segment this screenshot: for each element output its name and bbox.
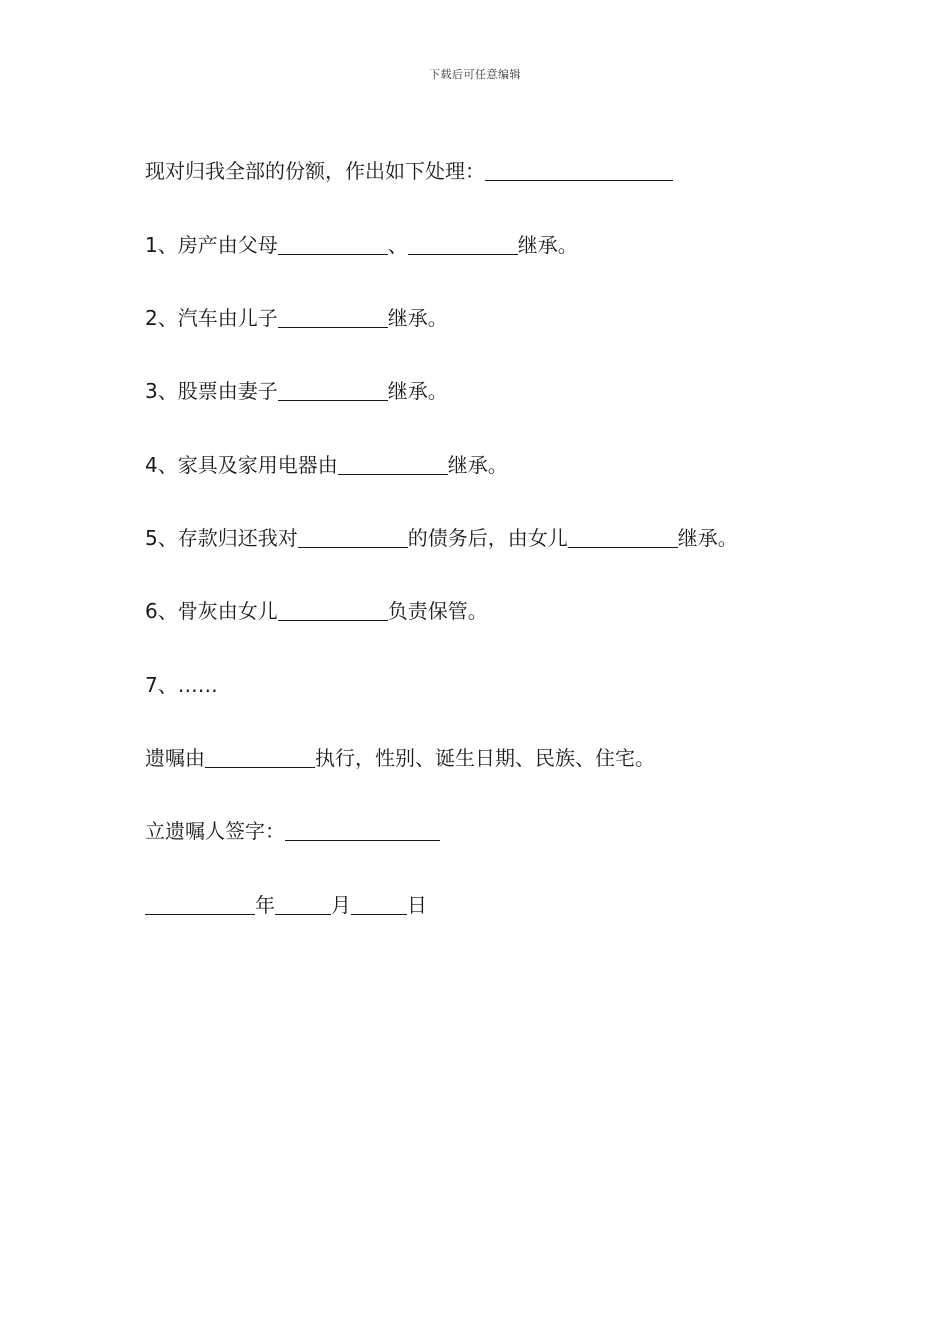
date-month-blank[interactable]: [275, 894, 331, 915]
item-5: [145, 524, 738, 552]
item-3-suffix: 继承。: [387, 379, 448, 403]
item-3-blank[interactable]: [278, 380, 388, 401]
item-2-prefix: 2、汽车由儿子: [145, 306, 278, 330]
item-6-suffix: 负责保管。: [387, 599, 488, 623]
executor-prefix: 遗嘱由: [145, 746, 205, 770]
item-5-blank-b[interactable]: [568, 527, 678, 548]
item-7: [145, 671, 218, 699]
item-3-prefix: 3、股票由妻子: [145, 379, 278, 403]
item-1-blank-b[interactable]: [408, 234, 518, 255]
item-5-blank-a[interactable]: [298, 527, 408, 548]
item-4: [145, 451, 508, 479]
item-2-suffix: 继承。: [387, 306, 448, 330]
executor-blank[interactable]: [205, 747, 315, 768]
item-3: [145, 377, 448, 405]
item-4-blank[interactable]: [338, 454, 448, 475]
date-month-label: 月: [331, 893, 351, 917]
executor-suffix: 执行，性别、诞生日期、民族、住宅。: [315, 746, 655, 770]
date-year-label: 年: [255, 893, 275, 917]
item-5-prefix: 5、存款归还我对: [145, 526, 298, 550]
intro-blank[interactable]: [485, 160, 673, 181]
date-year-blank[interactable]: [145, 894, 255, 915]
item-5-middle: 的债务后，由女儿: [407, 526, 568, 550]
date-day-blank[interactable]: [351, 894, 407, 915]
intro-line: [145, 157, 673, 185]
item-5-suffix: 继承。: [677, 526, 738, 550]
executor-line: [145, 744, 655, 772]
date-line: [145, 891, 427, 919]
item-1-blank-a[interactable]: [278, 234, 388, 255]
item-1-suffix: 继承。: [517, 233, 578, 257]
item-1-separator: 、: [387, 233, 408, 257]
item-6-blank[interactable]: [278, 600, 388, 621]
item-4-suffix: 继承。: [447, 453, 508, 477]
signature-label: 立遗嘱人签字：: [145, 819, 285, 843]
item-6: [145, 597, 488, 625]
item-1: [145, 231, 578, 259]
item-7-text: 7、……: [145, 673, 218, 697]
item-1-prefix: 1、房产由父母: [145, 233, 278, 257]
signature-line: [145, 817, 440, 845]
page-header: 下载后可任意编辑: [429, 68, 521, 81]
item-2: [145, 304, 448, 332]
item-6-prefix: 6、骨灰由女儿: [145, 599, 278, 623]
intro-text: 现对归我全部的份额，作出如下处理：: [145, 159, 485, 183]
item-2-blank[interactable]: [278, 307, 388, 328]
item-4-prefix: 4、家具及家用电器由: [145, 453, 338, 477]
date-day-label: 日: [407, 893, 427, 917]
signature-blank[interactable]: [285, 820, 440, 841]
